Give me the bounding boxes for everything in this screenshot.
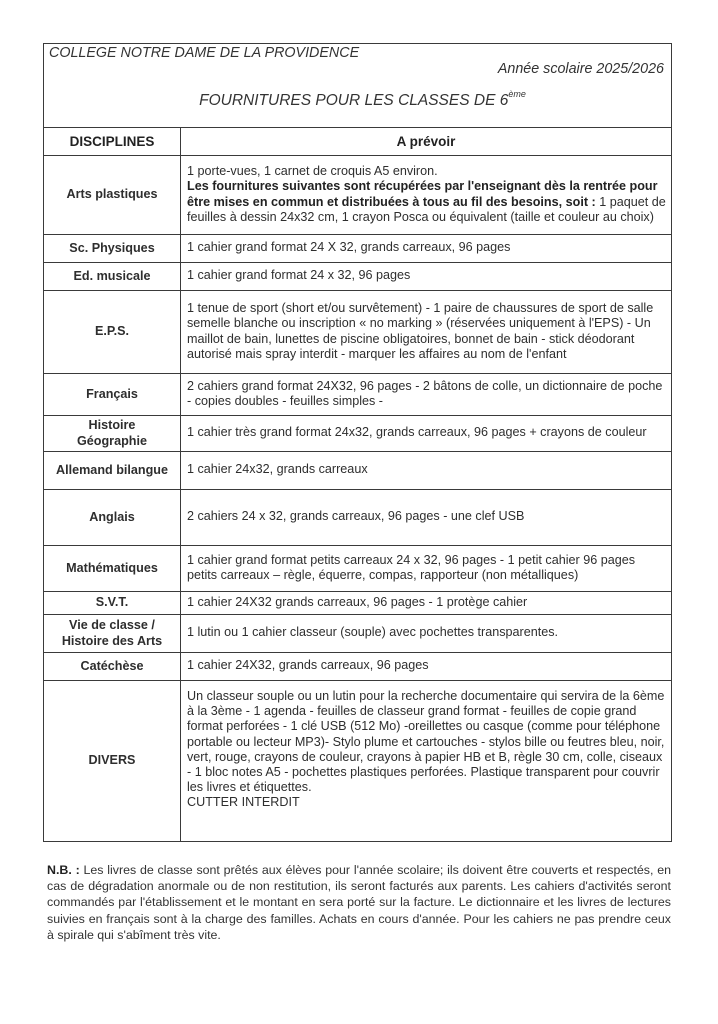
table-row xyxy=(44,291,672,374)
items-intro: 1 porte-vues, 1 carnet de croquis A5 environ. xyxy=(187,164,438,179)
items-details xyxy=(187,179,666,225)
items-cell: 1 cahier 24X32 grands carreaux, 96 pages - 1 protège cahier xyxy=(181,592,672,615)
items-cell: 1 cahier très grand format 24x32, grands carreaux, 96 pages + crayons de couleur xyxy=(181,416,672,452)
school-name: COLLEGE NOTRE DAME DE LA PROVIDENCE xyxy=(49,45,360,61)
items-bold-notice: Les fournitures suivantes sont récupérées par l'enseignant dès la rentrée pour être mises en commun et distribuées à tous au fil des besoins, soit : xyxy=(187,179,658,209)
items-cell xyxy=(181,156,672,235)
document-header xyxy=(43,43,672,127)
school-year: Année scolaire 2025/2026 xyxy=(497,61,664,77)
table-row xyxy=(44,452,672,490)
discipline-line: Histoire des Arts xyxy=(61,633,163,648)
table-row xyxy=(44,615,672,653)
items-cell: 1 cahier grand format petits carreaux 24 x 32, 96 pages - 1 petit cahier 96 pages petits carreaux – règle, équerre, compas, rapporteur (non métalliques) xyxy=(181,546,672,592)
discipline-cell: Catéchèse xyxy=(44,653,181,681)
items-text: Un classeur souple ou un lutin pour la recherche documentaire qui servira de la 6ème à la 3ème - 1 agenda - feuilles de classeur grand format - feuilles de copie grand format perforées - 1 clé USB (512 Mo) -oreillettes ou casque (comme pour téléphone portable ou lecteur MP3)- Stylo plume et cartouches - stylos bille ou feutres bleu, noir, vert, rouge, crayons de couleur, crayons à papier HB et B, règle 30 cm, colle, ciseaux - 1 bloc notes A5 - pochettes plastiques perforées. Plastique transparent pour couvrir les livres et étiquettes. xyxy=(187,689,665,795)
table-row xyxy=(44,681,672,842)
discipline-cell: DIVERS xyxy=(44,681,181,842)
supply-list-document xyxy=(43,43,672,842)
title-superscript: ème xyxy=(508,89,526,99)
items-cell: 1 lutin ou 1 cahier classeur (souple) avec pochettes transparentes. xyxy=(181,615,672,653)
items-rest: 1 paquet de feuilles à dessin 24x32 cm, 1 crayon Posca ou équivalent (taille et couleur au choix) xyxy=(187,194,666,224)
table-row xyxy=(44,490,672,546)
discipline-cell: Français xyxy=(44,374,181,416)
discipline-cell: S.V.T. xyxy=(44,592,181,615)
table-row xyxy=(44,374,672,416)
column-header-a-prevoir: A prévoir xyxy=(181,128,672,156)
note-label: N.B. : xyxy=(47,863,80,877)
items-cell: 1 tenue de sport (short et/ou survêtement) - 1 paire de chaussures de sport de salle semelle blanche ou inscription « no marking » (réservées uniquement à l'EPS) - Un maillot de bain, lunettes de piscine obligatoires, bonnet de bain - stick déodorant autorisé mais spray interdit - marquer les affaires au nom de l'enfant xyxy=(181,291,672,374)
items-cell: 1 cahier 24X32, grands carreaux, 96 pages xyxy=(181,653,672,681)
table-row xyxy=(44,156,672,235)
items-cell: 1 cahier grand format 24 X 32, grands carreaux, 96 pages xyxy=(181,235,672,263)
items-cell xyxy=(181,681,672,842)
table-row xyxy=(44,235,672,263)
note-text: Les livres de classe sont prêtés aux élèves pour l'année scolaire; ils doivent être couverts et respectés, en cas de dégradation anormale ou de non restitution, ils seront facturés aux parents. Les cahiers d'activités seront commandés par l'établissement et le montant en sera porté sur la facture. Le dictionnaire et les livres de lectures suivies en français sont à la charge des familles. Achats en cours d'année. Pour les cahiers ne pas prendre ceux à spirale qui s'abîment très vite. xyxy=(47,863,671,942)
supplies-table xyxy=(43,127,672,842)
items-cell: 1 cahier grand format 24 x 32, 96 pages xyxy=(181,263,672,291)
column-header-disciplines: DISCIPLINES xyxy=(44,128,181,156)
table-row xyxy=(44,592,672,615)
table-row xyxy=(44,653,672,681)
table-row xyxy=(44,546,672,592)
table-row xyxy=(44,416,672,452)
note-paragraph xyxy=(47,862,671,943)
discipline-cell: Ed. musicale xyxy=(44,263,181,291)
discipline-cell: Allemand bilangue xyxy=(44,452,181,490)
discipline-cell xyxy=(44,416,181,452)
table-row xyxy=(44,263,672,291)
discipline-line: Géographie xyxy=(77,433,147,448)
discipline-cell xyxy=(44,615,181,653)
title-text: FOURNITURES POUR LES CLASSES DE 6 xyxy=(199,92,509,110)
table-header-row xyxy=(44,128,672,156)
items-warning: CUTTER INTERDIT xyxy=(187,795,300,810)
discipline-cell: E.P.S. xyxy=(44,291,181,374)
discipline-line: Vie de classe / xyxy=(69,618,155,633)
discipline-line: Histoire xyxy=(88,418,136,433)
items-cell: 2 cahiers 24 x 32, grands carreaux, 96 pages - une clef USB xyxy=(181,490,672,546)
discipline-cell: Mathématiques xyxy=(44,546,181,592)
items-cell: 1 cahier 24x32, grands carreaux xyxy=(181,452,672,490)
discipline-cell: Arts plastiques xyxy=(44,156,181,235)
items-cell: 2 cahiers grand format 24X32, 96 pages - 2 bâtons de colle, un dictionnaire de poche - copies doubles - feuilles simples - xyxy=(181,374,672,416)
document-title xyxy=(44,91,671,110)
discipline-cell: Sc. Physiques xyxy=(44,235,181,263)
discipline-cell: Anglais xyxy=(44,490,181,546)
